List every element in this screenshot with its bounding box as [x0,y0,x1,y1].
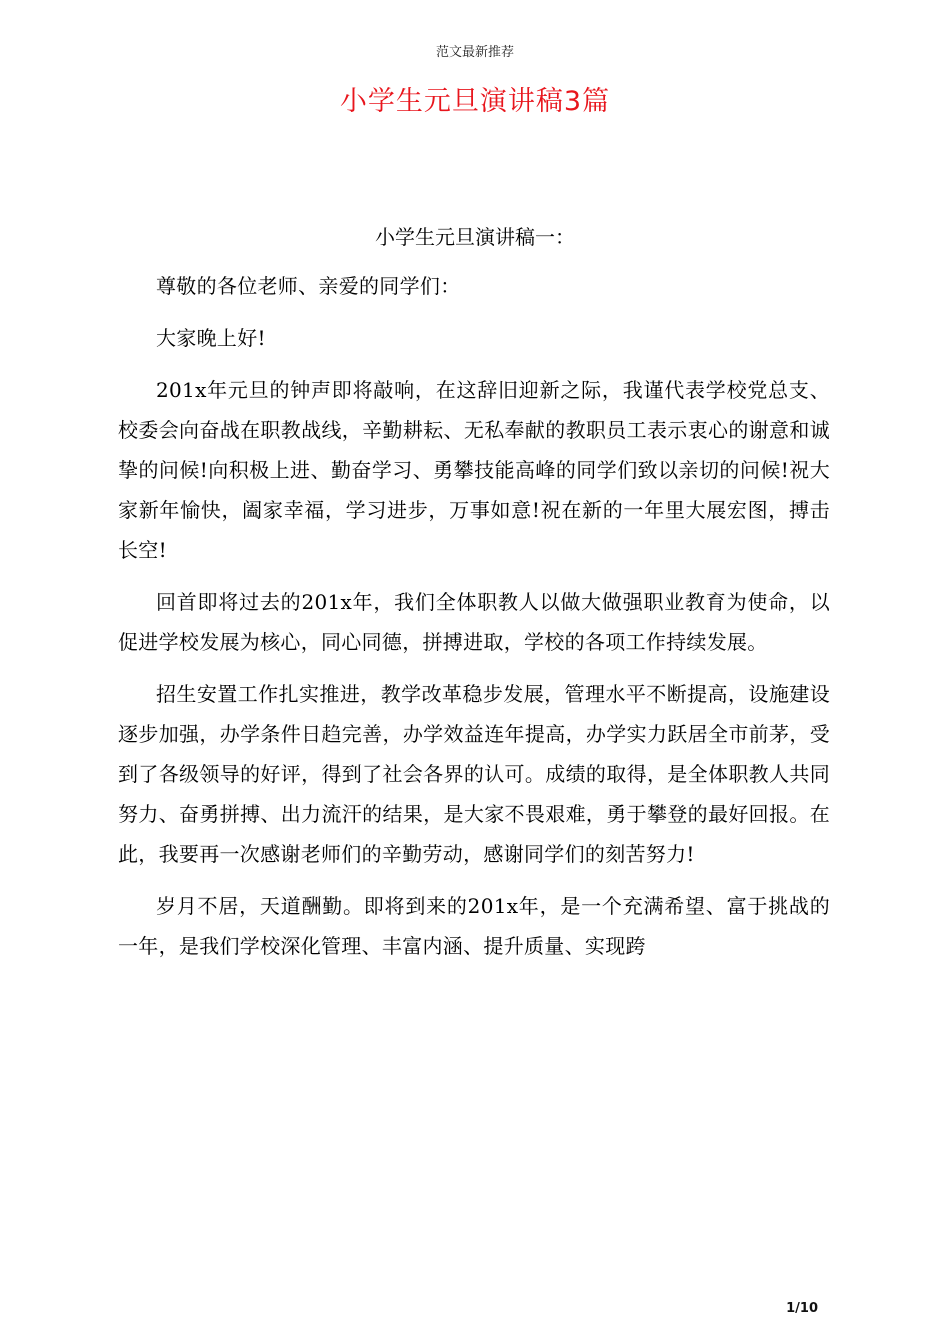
paragraph: 201x年元旦的钟声即将敲响，在这辞旧迎新之际，我谨代表学校党总支、校委会向奋战在职教战线，辛勤耕耘、无私奉献的教职员工表示衷心的谢意和诚挚的问候!向积极上进、勤奋学习、勇攀技能高峰的同学们致以亲切的问候!祝大家新年愉快，阖家幸福，学习进步，万事如意!祝在新的一年里大展宏图，搏击长空! [118,378,830,562]
paragraph: 招生安置工作扎实推进，教学改革稳步发展，管理水平不断提高，设施建设逐步加强，办学条件日趋完善，办学效益连年提高，办学实力跃居全市前茅，受到了各级领导的好评，得到了社会各界的认可。成绩的取得，是全体职教人共同努力、奋勇拼搏、出力流汗的结果，是大家不畏艰难，勇于攀登的最好回报。在此，我要再一次感谢老师们的辛勤劳动，感谢同学们的刻苦努力! [118,682,830,866]
section-title: 小学生元旦演讲稿一： [375,225,575,249]
page-header: 范文最新推荐 [435,45,514,60]
paragraph-salutation: 尊敬的各位老师、亲爱的同学们： [156,274,461,298]
paragraph: 岁月不居，天道酬勤。即将到来的201x年，是一个充满希望、富于挑战的一年，是我们学校深化管理、丰富内涵、提升质量、实现跨 [118,894,830,958]
document-title: 小学生元旦演讲稿3篇 [339,86,611,117]
page-number: 1/10 [786,1301,818,1316]
paragraph-greeting: 大家晚上好! [156,326,266,350]
paragraph: 回首即将过去的201x年，我们全体职教人以做大做强职业教育为使命，以促进学校发展为核心，同心同德，拼搏进取，学校的各项工作持续发展。 [118,590,830,654]
document-body [118,266,830,978]
